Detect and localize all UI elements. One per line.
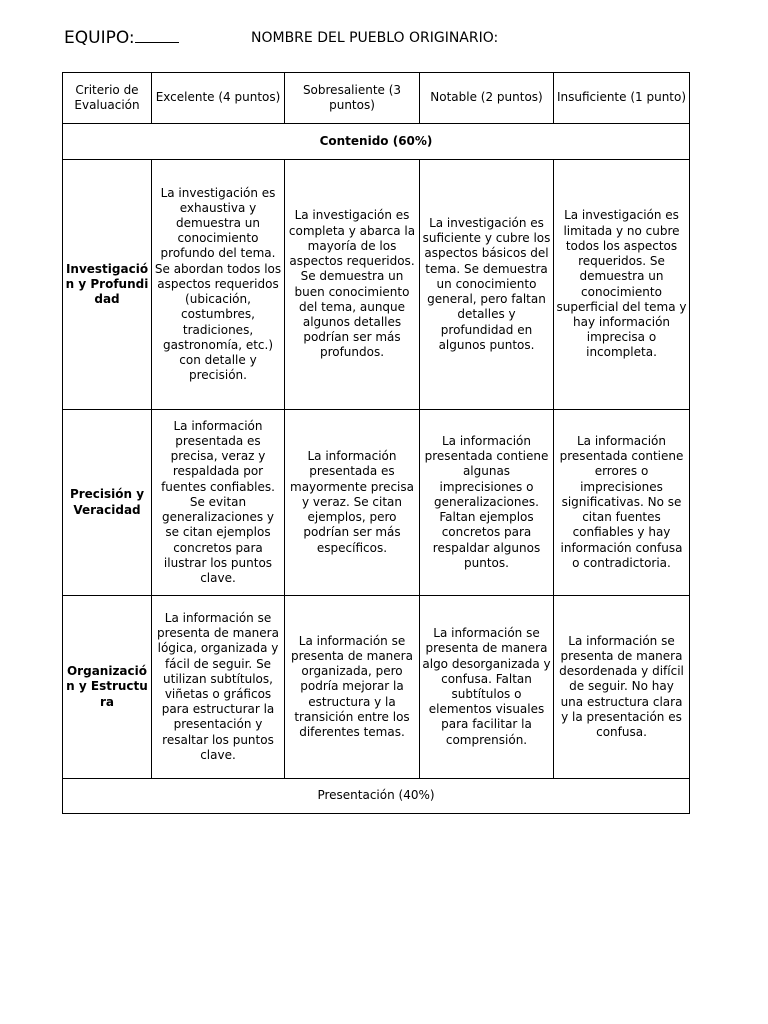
cell-sobresaliente: La investigación es completa y abarca la mayoría de los aspectos requeridos. Se demuestra un buen conocimiento del tema, aunque algunos detalles podrían ser más profundos. [285,160,420,410]
cell-insuficiente: La información presentada contiene errores o imprecisiones significativas. No se citan fuentes confiables y hay información confusa o contradictoria. [554,410,690,596]
cell-sobresaliente: La información presentada es mayormente precisa y veraz. Se citan ejemplos, pero podrían ser más específicos. [285,410,420,596]
section-row-presentacion [63,779,690,814]
column-header-excelente: Excelente (4 puntos) [152,73,285,124]
column-header-sobresaliente: Sobresaliente (3 puntos) [285,73,420,124]
criterion-cell: Precisión y Veracidad [63,410,152,596]
section-title-contenido: Contenido (60%) [63,124,690,160]
cell-excelente: La información se presenta de manera lógica, organizada y fácil de seguir. Se utilizan subtítulos, viñetas o gráficos para estructurar la presentación y resaltar los puntos clave. [152,596,285,779]
equipo-label: EQUIPO: [64,28,135,48]
pueblo-heading: NOMBRE DEL PUEBLO ORIGINARIO: [251,30,499,46]
header-row [63,73,690,124]
table-row [63,596,690,779]
cell-excelente: La investigación es exhaustiva y demuestra un conocimiento profundo del tema. Se abordan todos los aspectos requeridos (ubicación, costumbres, tradiciones, gastronomía, etc.) con detalle y precisión. [152,160,285,410]
cell-notable: La información se presenta de manera algo desorganizada y confusa. Faltan subtítulos o elementos visuales para facilitar la comprensión. [420,596,554,779]
section-title-presentacion: Presentación (40%) [63,779,690,814]
column-header-insuficiente: Insuficiente (1 punto) [554,73,690,124]
table-row [63,410,690,596]
criterion-cell: Investigación y Profundidad [63,160,152,410]
equipo-blank-line [135,28,179,43]
column-header-notable: Notable (2 puntos) [420,73,554,124]
equipo-heading [64,28,179,48]
cell-notable: La información presentada contiene algunas imprecisiones o generalizaciones. Faltan ejemplos concretos para respaldar algunos puntos. [420,410,554,596]
criterion-cell: Organización y Estructura [63,596,152,779]
table-row [63,160,690,410]
rubric-table [62,72,690,814]
cell-excelente: La información presentada es precisa, veraz y respaldada por fuentes confiables. Se evitan generalizaciones y se citan ejemplos concretos para ilustrar los puntos clave. [152,410,285,596]
cell-notable: La investigación es suficiente y cubre los aspectos básicos del tema. Se demuestra un conocimiento general, pero faltan detalles y profundidad en algunos puntos. [420,160,554,410]
column-header-criterio: Criterio de Evaluación [63,73,152,124]
section-row-contenido [63,124,690,160]
cell-sobresaliente: La información se presenta de manera organizada, pero podría mejorar la estructura y la transición entre los diferentes temas. [285,596,420,779]
cell-insuficiente: La información se presenta de manera desordenada y difícil de seguir. No hay una estructura clara y la presentación es confusa. [554,596,690,779]
cell-insuficiente: La investigación es limitada y no cubre todos los aspectos requeridos. Se demuestra un conocimiento superficial del tema y hay información imprecisa o incompleta. [554,160,690,410]
